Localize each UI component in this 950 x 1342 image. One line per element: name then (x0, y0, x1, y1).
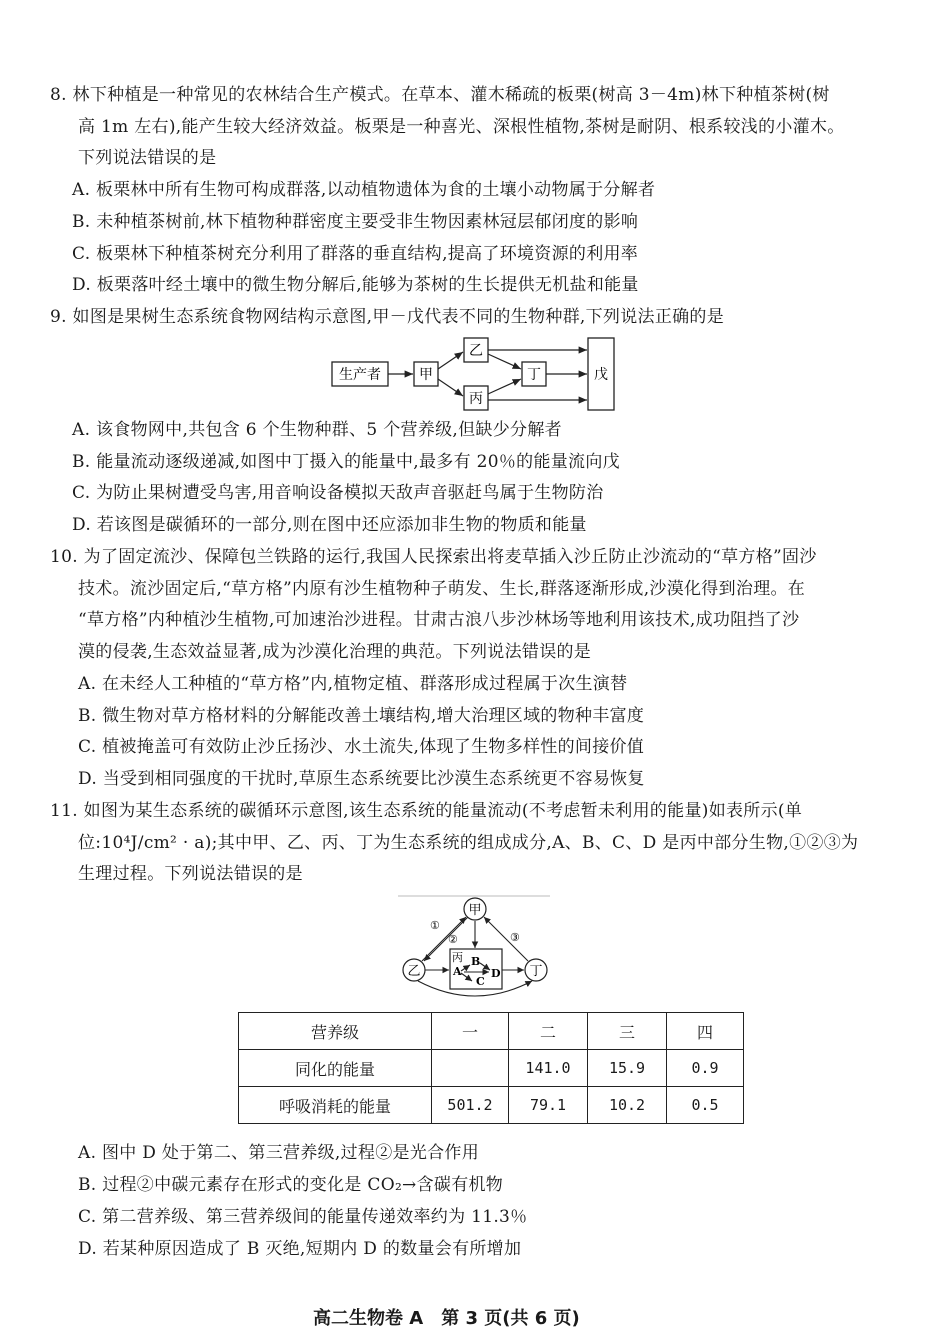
carbon-cycle-diagram (398, 893, 552, 1007)
q11-option-c: C. 第二营养级、第三营养级间的能量传递效率约为 11.3％ (78, 1207, 528, 1227)
table-header-cell: 营养级 (239, 1013, 432, 1050)
yi-label: 乙 (469, 343, 483, 359)
q8-option-a: A. 板栗林中所有生物可构成群落,以动植物遗体为食的土壤小动物属于分解者 (72, 180, 656, 200)
node-c-label: C (476, 975, 485, 988)
arrow-bing-ding (488, 379, 521, 394)
table-header-row (239, 1013, 744, 1050)
q9-stem: 9. 如图是果树生态系统食物网结构示意图,甲－戊代表不同的生物种群,下列说法正确的是 (50, 307, 725, 327)
q9-option-b: B. 能量流动逐级递减,如图中丁摄入的能量中,最多有 20％的能量流向戊 (72, 452, 620, 472)
q10-option-b: B. 微生物对草方格材料的分解能改善土壤结构,增大治理区域的物种丰富度 (78, 706, 645, 726)
table-cell: 501.2 (432, 1087, 509, 1124)
table-row-label: 呼吸消耗的能量 (239, 1087, 432, 1124)
table-row (239, 1087, 744, 1124)
process-1-label: ① (430, 919, 440, 932)
q10-option-a: A. 在未经人工种植的“草方格”内,植物定植、群落形成过程属于次生演替 (78, 674, 628, 694)
food-web-diagram (330, 336, 620, 416)
q8-stem-line-3: 下列说法错误的是 (78, 148, 217, 168)
arrow-a-b (461, 965, 470, 971)
node-b-label: B (471, 955, 481, 968)
table-header-cell: 一 (432, 1013, 509, 1050)
q8-option-c: C. 板栗林下种植茶树充分利用了群落的垂直结构,提高了环境资源的利用率 (72, 244, 639, 264)
arrow-yi-ding (488, 354, 521, 369)
jia-node-label: 甲 (468, 903, 482, 918)
producer-label: 生产者 (339, 367, 381, 383)
table-cell: 141.0 (509, 1050, 588, 1087)
q9-option-c: C. 为防止果树遭受鸟害,用音响设备模拟天敌声音驱赶鸟属于生物防治 (72, 483, 604, 503)
table-header-cell: 三 (588, 1013, 667, 1050)
q9-option-d: D. 若该图是碳循环的一部分,则在图中还应添加非生物的物质和能量 (72, 515, 587, 535)
bing-label: 丙 (469, 391, 483, 407)
q10-option-c: C. 植被掩盖可有效防止沙丘扬沙、水土流失,体现了生物多样性的间接价值 (78, 737, 645, 757)
energy-flow-table (238, 1012, 744, 1124)
arrow-a-c (461, 973, 472, 981)
ding-label: 丁 (527, 367, 541, 383)
process-3-label: ③ (510, 931, 520, 944)
jia-label: 甲 (419, 367, 433, 383)
q11-option-a: A. 图中 D 处于第二、第三营养级,过程②是光合作用 (78, 1143, 480, 1163)
bing-box-label: 丙 (452, 951, 463, 964)
q11-stem-line-1: 11. 如图为某生态系统的碳循环示意图,该生态系统的能量流动(不考虑暂未利用的能量)如表所示(单 (50, 801, 803, 821)
table-header-cell: 二 (509, 1013, 588, 1050)
table-row-label: 同化的能量 (239, 1050, 432, 1087)
table-cell (432, 1050, 509, 1087)
q8-stem-line-2: 高 1m 左右),能产生较大经济效益。板栗是一种喜光、深根性植物,茶树是耐阴、根系较浅的小灌木。 (78, 117, 845, 137)
q11-stem-line-3: 生理过程。下列说法错误的是 (78, 864, 303, 884)
node-a-label: A (453, 965, 462, 978)
q8-option-d: D. 板栗落叶经土壤中的微生物分解后,能够为茶树的生长提供无机盐和能量 (72, 275, 639, 295)
q10-stem-line-4: 漠的侵袭,生态效益显著,成为沙漠化治理的典范。下列说法错误的是 (78, 642, 592, 662)
arrow-ding-jia (484, 917, 528, 961)
ding-node-label: 丁 (529, 964, 543, 979)
q10-stem-line-2: 技术。流沙固定后,“草方格”内原有沙生植物种子萌发、生长,群落逐渐形成,沙漠化得到治理。在 (78, 579, 806, 599)
q8-option-b: B. 未种植茶树前,林下植物种群密度主要受非生物因素林冠层郁闭度的影响 (72, 212, 639, 232)
q10-stem-line-3: “草方格”内种植沙生植物,可加速治沙进程。甘肃古浪八步沙林场等地利用该技术,成功阻挡了沙 (78, 610, 800, 630)
q11-stem-line-2: 位:10⁴J/cm² · a);其中甲、乙、丙、丁为生态系统的组成成分,A、B、C、D 是丙中部分生物,①②③为 (78, 833, 859, 853)
table-cell: 10.2 (588, 1087, 667, 1124)
table-cell: 0.9 (667, 1050, 744, 1087)
arrow-jia-bing (438, 379, 463, 396)
table-row (239, 1050, 744, 1087)
node-d-label: D (491, 967, 501, 980)
table-cell: 15.9 (588, 1050, 667, 1087)
q11-option-b: B. 过程②中碳元素存在形式的变化是 CO₂→含碳有机物 (78, 1175, 504, 1195)
page-footer: 高二生物卷 A 第 3 页(共 6 页) (313, 1308, 580, 1329)
q10-option-d: D. 当受到相同强度的干扰时,草原生态系统要比沙漠生态系统更不容易恢复 (78, 769, 645, 789)
q8-stem-line-1: 8. 林下种植是一种常见的农林结合生产模式。在草本、灌木稀疏的板栗(树高 3－4m)林下种植茶树(树 (50, 85, 830, 105)
q10-stem-line-1: 10. 为了固定流沙、保障包兰铁路的运行,我国人民探索出将麦草插入沙丘防止沙流动的“草方格”固沙 (50, 547, 817, 567)
arrow-jia-yi (438, 352, 463, 369)
wu-label: 戊 (594, 367, 608, 383)
process-2-label: ② (448, 933, 458, 946)
yi-node-label: 乙 (407, 964, 421, 979)
table-header-cell: 四 (667, 1013, 744, 1050)
table-cell: 79.1 (509, 1087, 588, 1124)
q9-option-a: A. 该食物网中,共包含 6 个生物种群、5 个营养级,但缺少分解者 (72, 420, 562, 440)
arrow-b-d (480, 963, 490, 970)
q11-option-d: D. 若某种原因造成了 B 灭绝,短期内 D 的数量会有所增加 (78, 1239, 522, 1259)
table-cell: 0.5 (667, 1087, 744, 1124)
